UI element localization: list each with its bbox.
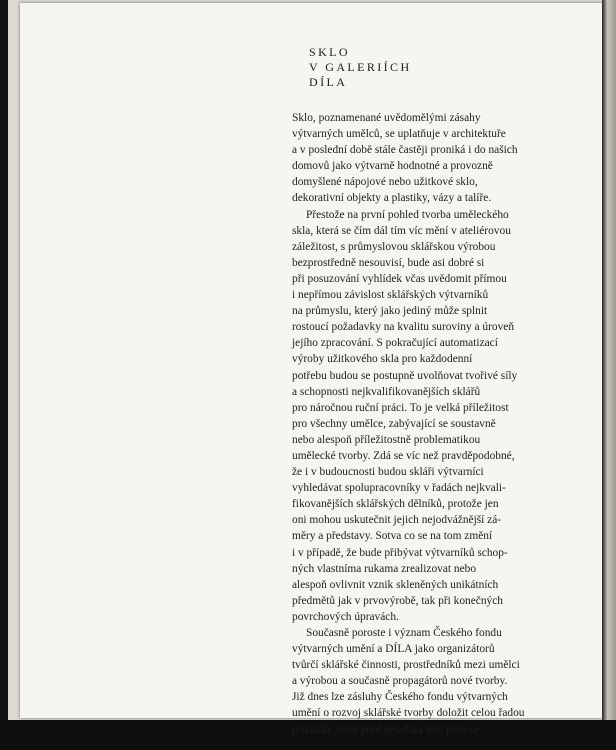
text-line: a schopnosti nejkvalifikovanějších sklářů <box>292 385 481 398</box>
paragraph-3 <box>292 625 572 738</box>
text-line: dekorativní objekty a plastiky, vázy a talíře. <box>292 192 492 205</box>
page-stack-edge <box>602 0 616 720</box>
text-line: bezprostředně nesouvisí, bude asi dobré si <box>292 256 485 269</box>
paragraph-1 <box>292 110 572 207</box>
text-line: výtvarných umění a DÍLA jako organizátorů <box>292 643 495 656</box>
text-line: při posuzování vyhlídek včas uvědomit přímou <box>292 272 507 285</box>
text-line: výroby užitkového skla pro každodenní <box>292 353 473 366</box>
text-line: domyšlené nápojové nebo užitkové sklo, <box>292 176 478 189</box>
text-line: Již dnes lze zásluhy Českého fondu výtvarných <box>292 691 508 704</box>
text-line: předmětů jak v prvovýrobě, tak při konečných <box>292 594 503 607</box>
text-line: Přestože na první pohled tvorba uměleckého <box>306 208 509 221</box>
text-line: rostoucí požadavky na kvalitu suroviny a úroveň <box>292 321 515 334</box>
text-line: pro náročnou ruční práci. To je velká příležitost <box>292 401 509 414</box>
heading-line: SKLO <box>309 45 350 59</box>
text-line: jejího zpracování. S pokračující automatizací <box>292 337 498 350</box>
text-line: i nepřímou závislost sklářských výtvarníků <box>292 289 489 302</box>
text-line: domovů jako výtvarně hodnotné a provozně <box>292 160 493 173</box>
text-line: fikovanějších sklářských dělníků, protože jen <box>292 498 499 511</box>
text-line: Současně poroste i význam Českého fondu <box>306 627 502 639</box>
text-line: pro všechny umělce, zabývající se soustavně <box>292 417 496 430</box>
text-line: vyhledávat spolupracovníky v řadách nejkvali- <box>292 482 506 495</box>
text-line: skla, která se čím dál tím víc mění v ateliérovou <box>292 224 511 237</box>
text-line: nebo alespoň příležitostně problematikou <box>292 433 481 446</box>
text-line: ných vlastníma rukama zrealizovat nebo <box>292 562 477 575</box>
text-line: měry a představy. Sotva co se na tom změní <box>292 530 493 543</box>
text-line: na průmyslu, který jako jediný může splnit <box>292 305 488 318</box>
text-line: oni mohou uskutečnit jejich nejodvážnější zá- <box>292 514 502 527</box>
paragraph-2 <box>292 207 572 625</box>
heading-line: V GALERIÍCH <box>309 60 412 74</box>
text-line: umění o rozvoj sklářské tvorby doložit celou řadou <box>292 707 525 720</box>
text-line: a v poslední době stále častěji proniká i do našich <box>292 144 518 157</box>
text-line: potřebu budou se postupně uvolňovat tvořivé síly <box>292 369 518 382</box>
text-line: výtvarných umělců, se uplatňuje v architektuře <box>292 128 506 141</box>
heading-line: DÍLA <box>309 75 348 89</box>
text-line: záležitost, s průmyslovou sklářskou výrobou <box>292 240 496 253</box>
text-line: i v případě, že bude přibývat výtvarníků schop- <box>292 546 508 559</box>
text-line: povrchových úpravách. <box>292 610 399 623</box>
text-line: tvůrčí sklářské činnosti, prostředníků mezi umělci <box>292 659 520 672</box>
text-line: umělecké tvorby. Zdá se víc než pravděpodobné, <box>292 449 515 462</box>
article-body <box>292 110 572 738</box>
text-line: a výrobou a současně propagátorů nové tvorby. <box>292 675 508 688</box>
article-heading <box>309 45 412 90</box>
text-line: příkladů. Ještě před několika lety jsme se <box>292 723 480 736</box>
text-line: alespoň ovlivnit vznik skleněných unikátních <box>292 578 499 591</box>
text-line: Sklo, poznamenané uvědomělými zásahy <box>292 112 481 124</box>
text-line: že i v budoucnosti budou skláři výtvarníci <box>292 466 484 479</box>
